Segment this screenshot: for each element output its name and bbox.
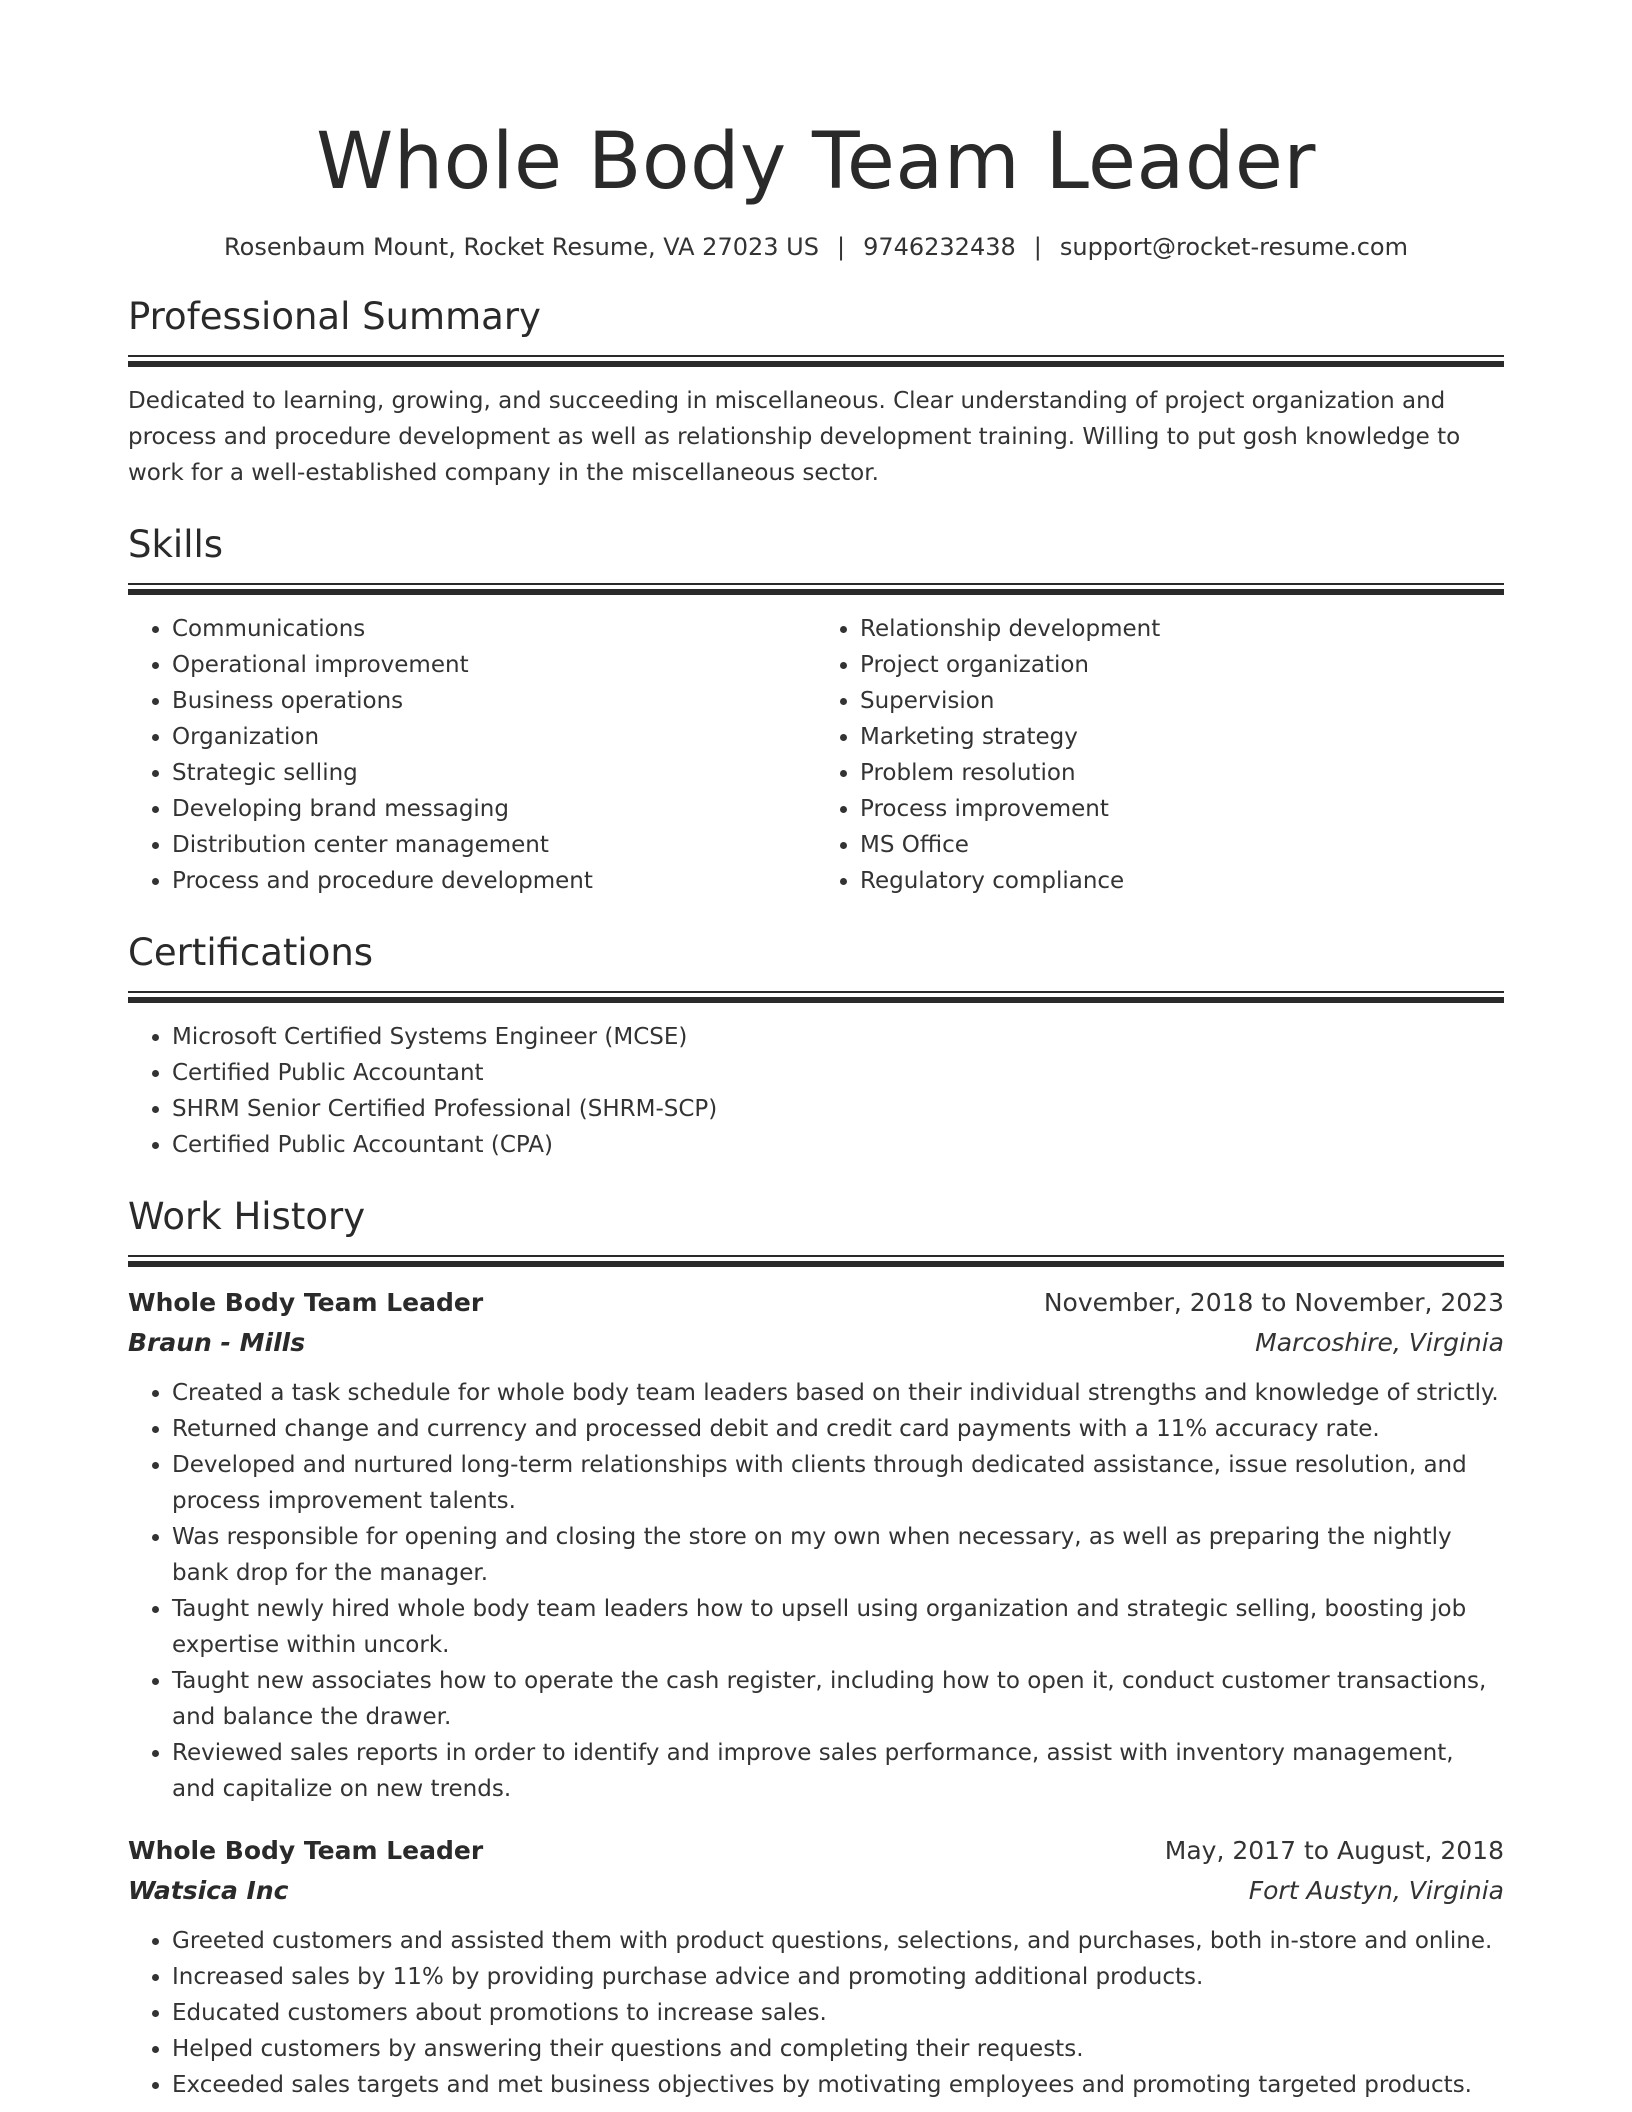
certifications-section: [128, 929, 1504, 1163]
contact-email: support@rocket-resume.com: [1059, 232, 1408, 261]
contact-phone: 9746232438: [863, 232, 1016, 261]
job-bullet: • Helped customers by answering their questions and completing their requests.: [172, 2031, 1504, 2067]
section-divider: [128, 1255, 1504, 1267]
job-bullet: • Taught new associates how to operate the cash register, including how to open it, conduct customer transactions, and balance the drawer.: [172, 1663, 1504, 1735]
job-header-row: [128, 1283, 1504, 1323]
candidate-name: Whole Body Team Leader: [316, 117, 1316, 207]
work-history-section: [128, 1193, 1504, 2103]
job-bullet: • Greeted customers and assisted them with product questions, selections, and purchases, both in-store and online.: [172, 1923, 1504, 1959]
job-title: Whole Body Team Leader: [128, 1288, 484, 1318]
certifications-list: [128, 1019, 1504, 1163]
certification-item: • Certified Public Accountant: [172, 1055, 1504, 1091]
section-title-skills: Skills: [128, 523, 224, 567]
job-company: Watsica Inc: [128, 1876, 289, 1906]
skill-item: • Marketing strategy: [860, 719, 1504, 755]
skill-item: • Distribution center management: [172, 827, 816, 863]
job-location: Fort Austyn, Virginia: [1248, 1876, 1504, 1906]
job-bullet: • Was responsible for opening and closing the store on my own when necessary, as well as preparing the nightly bank drop for the manager.: [172, 1519, 1504, 1591]
job-bullet: • Increased sales by 11% by providing purchase advice and promoting additional products.: [172, 1959, 1504, 1995]
skills-columns: [128, 611, 1504, 899]
job-bullet: • Exceeded sales targets and met business objectives by motivating employees and promoting targeted products.: [172, 2067, 1504, 2103]
certification-item: • Microsoft Certified Systems Engineer (MCSE): [172, 1019, 1504, 1055]
job-bullet: • Taught newly hired whole body team leaders how to upsell using organization and strategic selling, boosting job expertise within uncork.: [172, 1591, 1504, 1663]
section-divider: [128, 355, 1504, 367]
section-divider: [128, 991, 1504, 1003]
summary-text: Dedicated to learning, growing, and succeeding in miscellaneous. Clear understanding of project organization and process and procedure development as well as relationship development training. Willing to put gosh knowledge to work for a well-established company in the miscellaneous sector.: [128, 388, 1461, 487]
job-location: Marcoshire, Virginia: [1255, 1328, 1504, 1358]
skills-list-right: [816, 611, 1504, 899]
section-divider: [128, 583, 1504, 595]
summary-section: [128, 293, 1504, 491]
skill-item: • Project organization: [860, 647, 1504, 683]
skill-item: • Relationship development: [860, 611, 1504, 647]
job-header-row: [128, 1831, 1504, 1871]
contact-separator: |: [1033, 232, 1042, 261]
skill-item: • Process and procedure development: [172, 863, 816, 899]
section-title-certifications: Certifications: [128, 931, 374, 975]
job-company-row: [128, 1323, 1504, 1363]
contact-line: [128, 232, 1504, 263]
job-company-row: [128, 1871, 1504, 1911]
skills-list-left: [128, 611, 816, 899]
skill-item: • Strategic selling: [172, 755, 816, 791]
skill-item: • Operational improvement: [172, 647, 816, 683]
job-dates: November, 2018 to November, 2023: [1043, 1288, 1504, 1318]
job-title: Whole Body Team Leader: [128, 1836, 484, 1866]
job-bullet: • Created a task schedule for whole body team leaders based on their individual strengths and knowledge of strictly.: [172, 1375, 1504, 1411]
job-bullets: [128, 1923, 1504, 2103]
skill-item: • Regulatory compliance: [860, 863, 1504, 899]
job-entry: [128, 1283, 1504, 1807]
skill-item: • Developing brand messaging: [172, 791, 816, 827]
skill-item: • Organization: [172, 719, 816, 755]
job-bullet: • Educated customers about promotions to increase sales.: [172, 1995, 1504, 2031]
skill-item: • Process improvement: [860, 791, 1504, 827]
section-title-work-history: Work History: [128, 1195, 366, 1239]
skills-section: [128, 521, 1504, 899]
skill-item: • Supervision: [860, 683, 1504, 719]
skill-item: • MS Office: [860, 827, 1504, 863]
skill-item: • Problem resolution: [860, 755, 1504, 791]
job-bullet: • Reviewed sales reports in order to identify and improve sales performance, assist with inventory management, and capitalize on new trends.: [172, 1735, 1504, 1807]
contact-separator: |: [836, 232, 846, 261]
skill-item: • Communications: [172, 611, 816, 647]
job-dates: May, 2017 to August, 2018: [1164, 1836, 1504, 1866]
section-title-summary: Professional Summary: [128, 294, 541, 338]
certification-item: • Certified Public Accountant (CPA): [172, 1127, 1504, 1163]
skill-item: • Business operations: [172, 683, 816, 719]
certification-item: • SHRM Senior Certified Professional (SHRM-SCP): [172, 1091, 1504, 1127]
job-bullets: [128, 1375, 1504, 1807]
job-entry: [128, 1831, 1504, 2103]
job-bullet: • Returned change and currency and processed debit and credit card payments with a 11% accuracy rate.: [172, 1411, 1504, 1447]
contact-address: Rosenbaum Mount, Rocket Resume, VA 27023 US: [224, 232, 819, 261]
job-bullet: • Developed and nurtured long-term relationships with clients through dedicated assistance, issue resolution, and process improvement talents.: [172, 1447, 1504, 1519]
job-company: Braun - Mills: [128, 1328, 306, 1358]
